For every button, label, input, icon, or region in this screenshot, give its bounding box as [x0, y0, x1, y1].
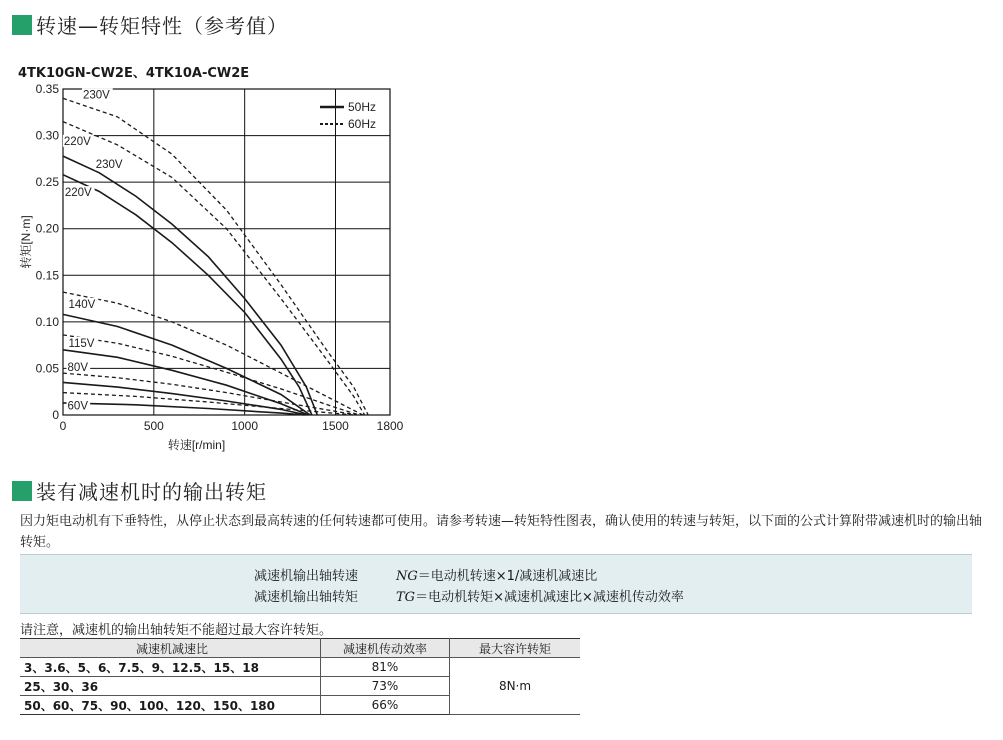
y-tick-label: 0.25 — [35, 175, 59, 190]
formula-label: 减速机输出轴转速 — [254, 569, 359, 584]
series-annotation-label: 115V — [68, 338, 95, 351]
formula-symbol: NG — [396, 569, 418, 584]
series-line-60v-50hz — [63, 403, 305, 415]
ratio-cell: 50、60、75、90、100、120、150、180 — [20, 696, 321, 715]
y-axis-label: 转矩[N·m] — [19, 215, 33, 269]
x-tick-label: 1800 — [376, 419, 404, 433]
description-text: 因力矩电动机有下垂特性，从停止状态到最高转速的任何转速都可使用。请参考转速—转矩特性图表，确认使用的转速与转矩，以下面的公式计算附带减速机时的输出轴转矩。 — [20, 514, 983, 550]
y-tick-label: 0.35 — [35, 82, 59, 96]
series-annotation-label: 60V — [67, 400, 89, 413]
section-heading-speed-torque — [12, 10, 288, 39]
series-annotation-label: 80V — [67, 362, 89, 375]
legend-label: 50Hz — [348, 100, 377, 114]
y-tick-label: 0 — [52, 408, 59, 422]
series-line-80v-50hz — [63, 382, 306, 415]
series-annotation-label: 230V — [82, 89, 110, 102]
ratio-cell: 3、3.6、5、6、7.5、9、12.5、15、18 — [20, 658, 321, 677]
speed-torque-chart — [0, 78, 420, 453]
efficiency-cell: 81% — [321, 658, 450, 677]
formula-row-torque — [254, 586, 684, 605]
series-annotation-label: 140V — [68, 298, 96, 311]
formula-row-speed — [254, 565, 597, 584]
note-text: 请注意，减速机的输出轴转矩不能超过最大容许转矩。 — [20, 623, 333, 638]
x-tick-label: 500 — [143, 419, 164, 433]
formula-box — [20, 554, 972, 614]
series-line-115v-50hz — [63, 350, 308, 415]
series-line-220v-50hz — [63, 175, 312, 415]
model-label: 4TK10GN-CW2E、4TK10A-CW2E — [18, 66, 250, 81]
table-row — [20, 658, 580, 677]
gearhead-table — [20, 638, 580, 715]
ratio-cell: 25、30、36 — [20, 677, 321, 696]
section-title: 转速—转矩特性（参考值） — [36, 14, 288, 38]
series-annotation-label: 220V — [64, 187, 92, 200]
formula-expression: ＝电动机转速×1/减速机减速比 — [417, 569, 598, 584]
column-header: 减速机减速比 — [20, 639, 321, 658]
formula-symbol: TG — [396, 590, 416, 605]
x-axis-label: 转速[r/min] — [167, 438, 226, 452]
y-tick-label: 0.05 — [35, 361, 59, 376]
efficiency-cell: 73% — [321, 677, 450, 696]
column-header: 最大容许转矩 — [450, 639, 581, 658]
column-header: 减速机传动效率 — [321, 639, 450, 658]
heading-square-icon — [12, 481, 32, 501]
x-tick-label: 0 — [59, 419, 67, 433]
legend-label: 60Hz — [348, 117, 377, 131]
series-line-140v-60hz — [63, 292, 363, 415]
series-annotation-label: 220V — [63, 135, 91, 148]
section-title: 装有减速机时的输出转矩 — [36, 480, 267, 504]
series-annotation-label: 230V — [95, 159, 123, 172]
section-heading-gearhead-torque — [12, 476, 267, 505]
y-tick-label: 0.30 — [35, 128, 59, 143]
formula-label: 减速机输出轴转矩 — [254, 590, 359, 605]
series-line-230v-60hz — [63, 98, 368, 415]
efficiency-cell: 66% — [321, 696, 450, 715]
y-tick-label: 0.10 — [35, 314, 59, 329]
heading-square-icon — [12, 15, 32, 35]
max-torque-cell: 8N·m — [450, 658, 581, 715]
y-tick-label: 0.15 — [35, 268, 59, 283]
x-tick-label: 1500 — [322, 419, 349, 433]
y-tick-label: 0.20 — [35, 221, 59, 236]
formula-expression: ＝电动机转矩×减速机减速比×减速机传动效率 — [415, 590, 684, 605]
x-tick-label: 1000 — [231, 419, 259, 433]
series-line-115v-60hz — [63, 335, 359, 415]
plot-frame — [63, 89, 390, 415]
series-line-140v-50hz — [63, 314, 310, 415]
table-header-row — [20, 639, 580, 658]
